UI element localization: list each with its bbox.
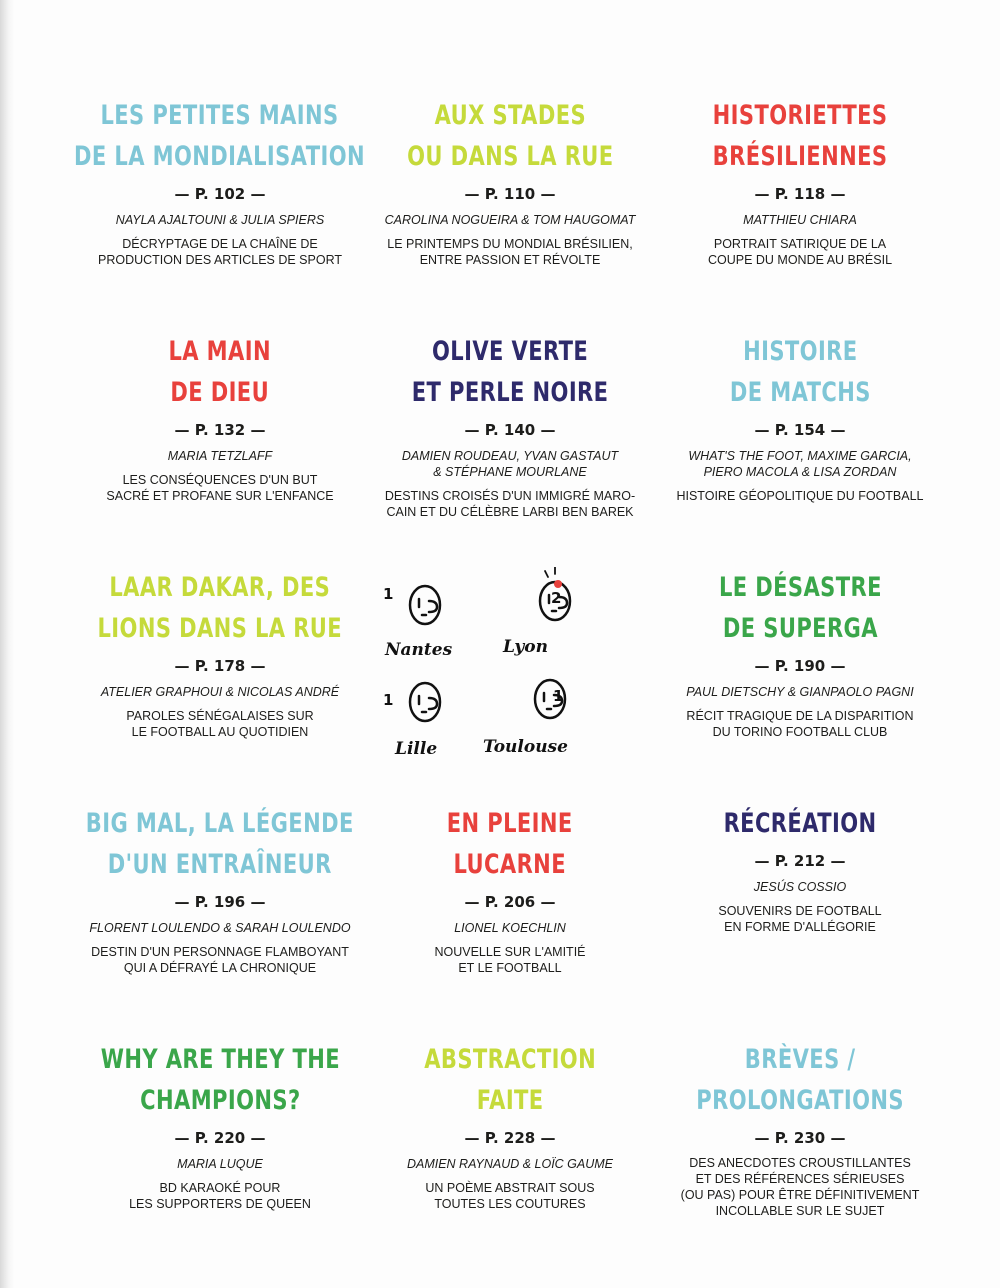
description-line: ET DES RÉFÉRENCES SÉRIEUSES <box>695 1172 905 1186</box>
author-line: PAUL DIETSCHY & GIANPAOLO PAGNI <box>686 685 914 699</box>
team-label: Lille <box>395 739 438 759</box>
entry-title <box>407 95 613 177</box>
entry-title <box>447 803 573 885</box>
entry-title-line: LA MAIN <box>168 336 272 367</box>
description-line: LES SUPPORTERS DE QUEEN <box>129 1197 311 1211</box>
author-line: CAROLINA NOGUEIRA & TOM HAUGOMAT <box>384 213 636 227</box>
entry-authors <box>686 684 913 700</box>
entry-title-line: BRÈVES / <box>744 1044 856 1075</box>
page-number: — P. 132 — <box>174 421 266 439</box>
description-line: INCOLLABLE SUR LE SUJET <box>715 1204 885 1218</box>
author-line: DAMIEN ROUDEAU, YVAN GASTAUT <box>401 449 619 463</box>
contents-entry <box>75 1039 365 1275</box>
entry-description <box>387 236 632 268</box>
entry-title <box>724 803 877 844</box>
entry-title-line: D'UN ENTRAÎNEUR <box>108 849 332 880</box>
entry-title-line: EN PLEINE <box>447 808 573 839</box>
description-line: PORTRAIT SATIRIQUE DE LA <box>713 237 887 251</box>
description-line: COUPE DU MONDE AU BRÉSIL <box>707 253 893 267</box>
entry-authors <box>177 1156 263 1172</box>
doodle-faces-drawing <box>365 567 655 803</box>
page-number: — P. 110 — <box>464 185 556 203</box>
description-line: DES ANECDOTES CROUSTILLANTES <box>689 1156 911 1170</box>
entry-title <box>730 331 871 413</box>
entry-authors <box>101 684 339 700</box>
entry-title <box>98 567 343 649</box>
entry-title-line: HISTORIETTES <box>712 100 888 131</box>
entry-title-line: DE SUPERGA <box>722 613 878 644</box>
team-label: Lyon <box>503 637 548 657</box>
description-line: (OU PAS) POUR ÊTRE DÉFINITIVEMENT <box>680 1188 920 1202</box>
entry-title <box>169 331 272 413</box>
entry-title-line: LUCARNE <box>453 849 567 880</box>
page-edge-shadow <box>0 0 14 1288</box>
page-number: — P. 140 — <box>464 421 556 439</box>
description-line: NOUVELLE SUR L'AMITIÉ <box>434 945 586 959</box>
team-score: 2 <box>551 589 562 607</box>
entry-authors <box>402 448 618 480</box>
entry-authors <box>754 879 846 895</box>
entry-title-line: LAAR DAKAR, DES <box>109 572 331 603</box>
description-line: SACRÉ ET PROFANE SUR L'ENFANCE <box>106 489 334 503</box>
entry-title <box>75 95 366 177</box>
author-line: & STÉPHANE MOURLANE <box>433 465 587 479</box>
entry-title <box>100 1039 339 1121</box>
entry-title-line: DE DIEU <box>170 377 270 408</box>
entry-description <box>681 1155 920 1219</box>
page-number: — P. 102 — <box>174 185 266 203</box>
description-line: DESTIN D'UN PERSONNAGE FLAMBOYANT <box>91 945 349 959</box>
entry-title-line: OLIVE VERTE <box>431 336 589 367</box>
entry-title <box>719 567 882 649</box>
author-line: MARIA LUQUE <box>177 1157 263 1171</box>
entry-title-line: RÉCRÉATION <box>723 808 877 839</box>
description-line: HISTOIRE GÉOPOLITIQUE DU FOOTBALL <box>676 489 924 503</box>
author-line: DAMIEN RAYNAUD & LOÏC GAUME <box>406 1157 614 1171</box>
entry-authors <box>743 212 857 228</box>
page-number: — P. 212 — <box>754 852 846 870</box>
team-score: 1 <box>553 687 564 705</box>
contents-entry <box>655 1039 945 1275</box>
author-line: NAYLA AJALTOUNI & JULIA SPIERS <box>115 213 325 227</box>
entry-title-line: LIONS DANS LA RUE <box>97 613 343 644</box>
entry-title-line: HISTOIRE <box>742 336 858 367</box>
description-line: UN POÈME ABSTRAIT SOUS <box>425 1181 595 1195</box>
score-doodles-illustration <box>365 567 655 803</box>
page-number: — P. 230 — <box>754 1129 846 1147</box>
page-number: — P. 228 — <box>464 1129 556 1147</box>
entry-title-line: LES PETITES MAINS <box>100 100 340 131</box>
entry-description <box>718 903 881 935</box>
entry-title-line: ET PERLE NOIRE <box>411 377 609 408</box>
entry-title <box>412 331 609 413</box>
entry-description <box>129 1180 311 1212</box>
entry-title-line: AUX STADES <box>434 100 586 131</box>
description-line: DESTINS CROISÉS D'UN IMMIGRÉ MARO- <box>384 489 636 503</box>
page-number: — P. 178 — <box>174 657 266 675</box>
team-score: 1 <box>383 585 394 603</box>
entry-title-line: OU DANS LA RUE <box>406 141 614 172</box>
contents-entry <box>655 567 945 803</box>
entry-title <box>424 1039 596 1121</box>
contents-grid <box>75 95 945 1275</box>
entry-authors <box>89 920 350 936</box>
contents-entry <box>75 331 365 567</box>
description-line: CAIN ET DU CÉLÈBRE LARBI BEN BAREK <box>386 505 634 519</box>
contents-entry <box>75 95 365 331</box>
author-line: PIERO MACOLA & LISA ZORDAN <box>703 465 897 479</box>
author-line: WHAT'S THE FOOT, MAXIME GARCIA, <box>688 449 912 463</box>
team-score: 1 <box>383 691 394 709</box>
contents-entry <box>365 1039 655 1275</box>
contents-entry <box>655 95 945 331</box>
contents-entry <box>365 95 655 331</box>
entry-description <box>686 708 913 740</box>
entry-title-line: BIG MAL, LA LÉGENDE <box>86 808 354 839</box>
author-line: ATELIER GRAPHOUI & NICOLAS ANDRÉ <box>100 685 340 699</box>
description-line: LES CONSÉQUENCES D'UN BUT <box>122 473 318 487</box>
author-line: FLORENT LOULENDO & SARAH LOULENDO <box>89 921 351 935</box>
author-line: JESÚS COSSIO <box>753 880 847 894</box>
entry-title <box>713 95 888 177</box>
entry-description <box>434 944 585 976</box>
description-line: DU TORINO FOOTBALL CLUB <box>712 725 888 739</box>
description-line: ENTRE PASSION ET RÉVOLTE <box>419 253 601 267</box>
description-line: ET LE FOOTBALL <box>458 961 562 975</box>
entry-title <box>696 1039 904 1121</box>
entry-authors <box>168 448 272 464</box>
description-line: LE PRINTEMPS DU MONDIAL BRÉSILIEN, <box>387 237 633 251</box>
entry-description <box>98 236 342 268</box>
page-number: — P. 206 — <box>464 893 556 911</box>
author-line: MARIA TETZLAFF <box>167 449 273 463</box>
author-line: MATTHIEU CHIARA <box>743 213 857 227</box>
author-line: LIONEL KOECHLIN <box>454 921 566 935</box>
description-line: PAROLES SÉNÉGALAISES SUR <box>126 709 314 723</box>
entry-description <box>385 488 635 520</box>
description-line: RÉCIT TRAGIQUE DE LA DISPARITION <box>686 709 914 723</box>
page-number: — P. 118 — <box>754 185 846 203</box>
description-line: PRODUCTION DES ARTICLES DE SPORT <box>97 253 343 267</box>
doodle-face <box>410 586 440 624</box>
entry-authors <box>688 448 911 480</box>
description-line: SOUVENIRS DE FOOTBALL <box>718 904 882 918</box>
team-label: Toulouse <box>483 737 568 757</box>
page-number: — P. 154 — <box>754 421 846 439</box>
entry-description <box>425 1180 594 1212</box>
description-line: DÉCRYPTAGE DE LA CHAÎNE DE <box>122 237 318 251</box>
entry-title-line: LE DÉSASTRE <box>718 572 882 603</box>
page-number: — P. 190 — <box>754 657 846 675</box>
contents-entry <box>365 803 655 1039</box>
description-line: BD KARAOKÉ POUR <box>159 1181 281 1195</box>
entry-title-line: DE MATCHS <box>729 377 871 408</box>
entry-description <box>106 472 333 504</box>
contents-entry <box>75 803 365 1039</box>
entry-title-line: BRÉSILIENNES <box>712 141 888 172</box>
entry-description <box>91 944 349 976</box>
entry-description <box>676 488 923 504</box>
entry-title-line: WHY ARE THEY THE <box>100 1044 340 1075</box>
entry-authors <box>116 212 324 228</box>
description-line: LE FOOTBALL AU QUOTIDIEN <box>131 725 309 739</box>
doodle-face <box>410 683 440 721</box>
entry-title-line: CHAMPIONS? <box>139 1085 301 1116</box>
entry-description <box>126 708 313 740</box>
contents-entry <box>655 331 945 567</box>
description-line: QUI A DÉFRAYÉ LA CHRONIQUE <box>123 961 317 975</box>
entry-title-line: PROLONGATIONS <box>696 1085 904 1116</box>
description-line: EN FORME D'ALLÉGORIE <box>724 920 876 934</box>
contents-entry <box>365 331 655 567</box>
entry-title-line: DE LA MONDIALISATION <box>74 141 366 172</box>
entry-title-line: FAITE <box>476 1085 544 1116</box>
contents-entry <box>75 567 365 803</box>
entry-authors <box>454 920 566 936</box>
team-label: Nantes <box>385 640 453 660</box>
page-number: — P. 196 — <box>174 893 266 911</box>
entry-title <box>86 803 354 885</box>
page-number: — P. 220 — <box>174 1129 266 1147</box>
entry-title-line: ABSTRACTION <box>424 1044 596 1075</box>
description-line: TOUTES LES COUTURES <box>434 1197 586 1211</box>
entry-description <box>708 236 892 268</box>
entry-authors <box>407 1156 613 1172</box>
entry-authors <box>385 212 636 228</box>
contents-entry <box>655 803 945 1039</box>
